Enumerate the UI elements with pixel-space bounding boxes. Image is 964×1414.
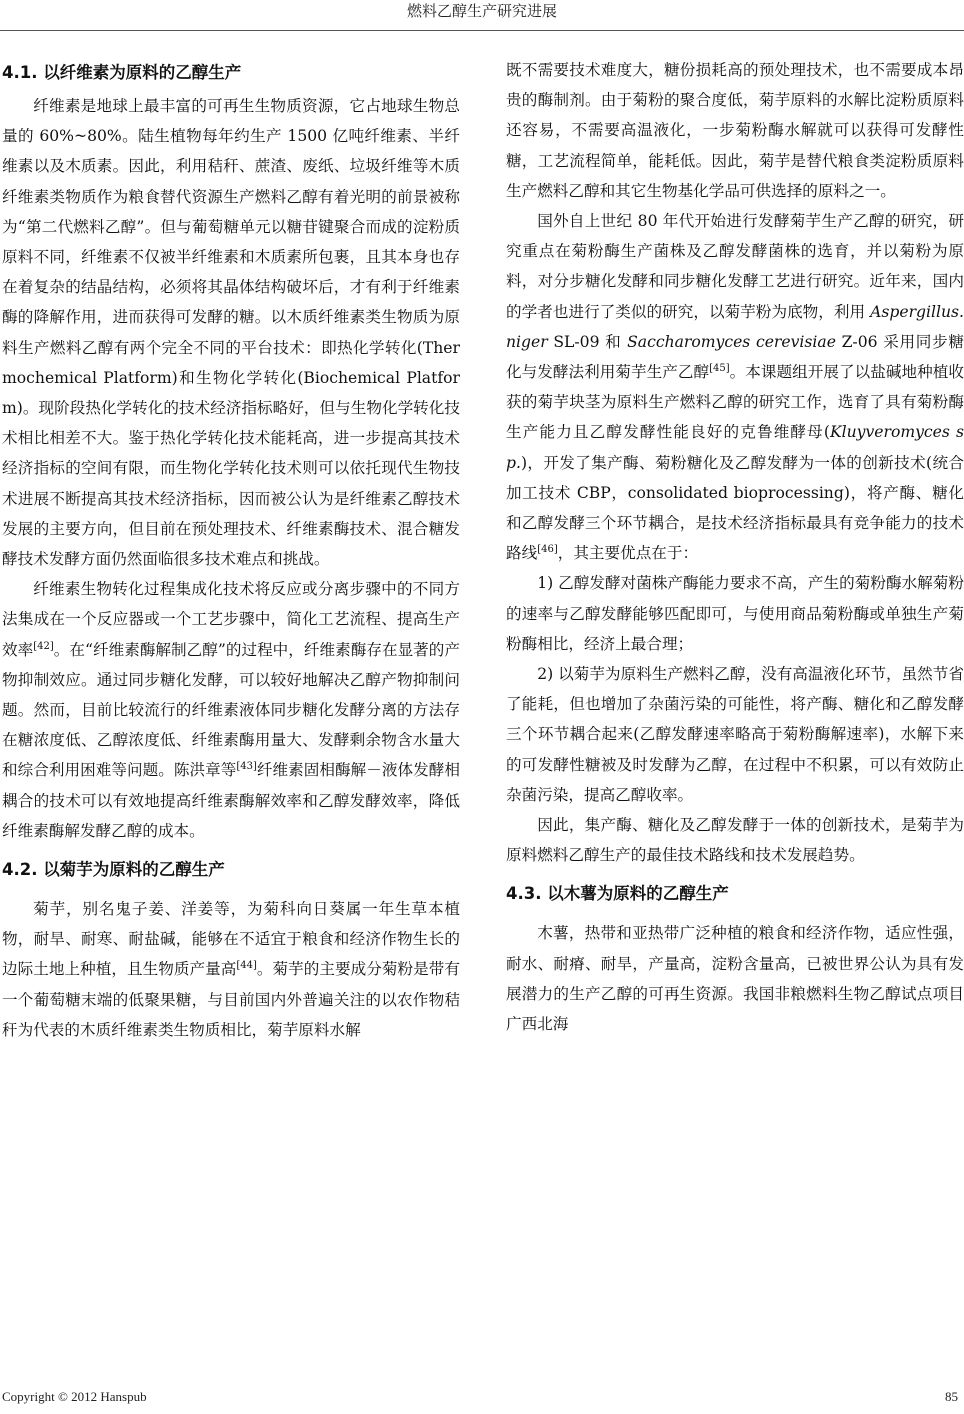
citation-44: [44] — [236, 960, 257, 972]
section-heading-4-2: 4.2. 以菊芋为原料的乙醇生产 — [2, 860, 225, 880]
text-segment: Z-06 采用同步糖化与发酵法利用菊芋生产乙醇 — [506, 332, 964, 382]
right-column — [506, 55, 964, 1039]
left-column — [2, 55, 460, 1045]
running-title: 燃料乙醇生产研究进展 — [406, 2, 557, 20]
list-item-advantage-2: 2) 以菊芋为原料生产燃料乙醇，没有高温液化环节，虽然节省了能耗，但也增加了杂菌污染的可能性，将产酶、糖化和乙醇发酵三个环节耦合起来(乙醇发酵速率略高于菊粉酶解速率)，水解下来的可发酵性糖被及时发酵为乙醇，在过程中不积累，可以有效防止杂菌污染，提高乙醇收率。 — [506, 665, 964, 804]
citation-45: [45] — [709, 362, 730, 374]
citation-43: [43] — [236, 761, 257, 773]
citation-42: [42] — [33, 640, 54, 652]
list-item-advantage-1: 1) 乙醇发酵对菌株产酶能力要求不高，产生的菊粉酶水解菊粉的速率与乙醇发酵能够匹配即可，与使用商品菊粉酶或单独生产菊粉酶相比，经济上最合理； — [506, 574, 964, 653]
copyright-notice: Copyright © 2012 Hanspub — [2, 1389, 147, 1404]
running-header — [0, 0, 964, 31]
text-segment: 。在“纤维素酶解制乙醇”的过程中，纤维素酶存在显著的产物抑制效应。通过同步糖化发酵，可以较好地解决乙醇产物抑制问题。然而，目前比较流行的纤维素液体同步糖化发酵分离的方法存在糖浓度低、乙醇浓度低、纤维素酶用量大、发酵剩余物含水量大和综合利用困难等问题。陈洪章等 — [2, 640, 460, 780]
citation-46: [46] — [537, 544, 558, 556]
text-segment: ，其主要优点在于： — [557, 544, 699, 563]
section-heading-4-1: 4.1. 以纤维素为原料的乙醇生产 — [2, 63, 242, 82]
page-footer — [2, 1388, 962, 1406]
text-segment: 。菊芋的主要成分菊粉是带有一个葡萄糖末端的低聚果糖，与目前国内外普遍关注的以农作物秸秆为代表的木质纤维素类生物质相比，菊芋原料水解 — [2, 960, 460, 1039]
text-segment: 菊芋，别名鬼子姜、洋姜等，为菊科向日葵属一年生草本植物，耐旱、耐寒、耐盐碱，能够在不适宜于粮食和经济作物生长的边际土地上种植，且生物质产量高 — [2, 900, 460, 979]
paragraph-continued: 既不需要技术难度大，糖份损耗高的预处理技术，也不需要成本昂贵的酶制剂。由于菊粉的聚合度低，菊芋原料的水解比淀粉质原料还容易，不需要高温液化，一步菊粉酶水解就可以获得可发酵性糖，工艺流程简单，能耗低。因此，菊芋是替代粮食类淀粉质原料生产燃料乙醇和其它生物基化学品可供选择的原料之一。 — [506, 61, 964, 200]
species-name: Aspergillus. niger — [506, 302, 964, 351]
species-name: Saccharomyces cerevisiae — [627, 332, 836, 351]
text-segment: 国外自上世纪 80 年代开始进行发酵菊芋生产乙醇的研究，研究重点在菊粉酶生产菌株及乙醇发酵菌株的选育，并以菊粉为原料，对分步糖化发酵和同步糖化发酵工艺进行研究。近年来，国内的学者也进行了类似的研究，以菊芋粉为底物，利用 — [506, 212, 964, 321]
section-heading-4-3: 4.3. 以木薯为原料的乙醇生产 — [506, 884, 729, 904]
species-name: Kluyveromyces sp. — [506, 423, 964, 472]
paragraph-research-history — [506, 206, 964, 568]
text-segment: 。本课题组开展了以盐碱地种植收获的菊芋块茎为原料生产燃料乙醇的研究工作，选育了具有菊粉酶生产能力且乙醇发酵性能良好的克鲁维酵母( — [506, 363, 964, 442]
paragraph-cellulose-integration — [2, 574, 460, 846]
page-number: 85 — [945, 1389, 958, 1404]
paragraph-jerusalem-artichoke-intro — [2, 894, 460, 1045]
paragraph-cassava-intro: 木薯，热带和亚热带广泛种植的粮食和经济作物，适应性强，耐水、耐瘠、耐旱，产量高，淀粉含量高，已被世界公认为具有发展潜力的生产乙醇的可再生资源。我国非粮燃料生物乙醇试点项目广西北海 — [506, 924, 964, 1034]
text-segment: )，开发了集产酶、菊粉糖化及乙醇发酵为一体的创新技术(统合加工技术 CBP，consolidated bioprocessing)，将产酶、糖化和乙醇发酵三个环节耦合，是技术经济指标最具有竞争能力的技术路线 — [506, 453, 964, 563]
text-segment: 纤维素固相酶解－液体发酵相耦合的技术可以有效地提高纤维素酶解效率和乙醇发酵效率，降低纤维素酶解发酵乙醇的成本。 — [2, 761, 460, 840]
paragraph-conclusion: 因此，集产酶、糖化及乙醇发酵于一体的创新技术，是菊芋为原料燃料乙醇生产的最佳技术路线和技术发展趋势。 — [506, 816, 964, 865]
paragraph-cellulose-intro: 纤维素是地球上最丰富的可再生生物质资源，它占地球生物总量的 60%~80%。陆生植物每年约生产 1500 亿吨纤维素、半纤维素以及木质素。因此，利用秸秆、蔗渣、废纸、垃圾纤维等木质纤维素类物质作为粮食替代资源生产燃料乙醇有着光明的前景被称为“第二代燃料乙醇”。但与葡萄糖单元以糖苷键聚合而成的淀粉质原料不同，纤维素不仅被半纤维素和木质素所包裹，且其本身也存在着复杂的结晶结构，必须将其晶体结构破坏后，才有利于纤维素酶的降解作用，进而获得可发酵的糖。以木质纤维素类生物质为原料生产燃料乙醇有两个完全不同的平台技术：即热化学转化(Thermochemical Platform)和生物化学转化(Biochemical Platform)。现阶段热化学转化的技术经济指标略好，但与生物化学转化技术相比相差不大。鉴于热化学转化技术能耗高，进一步提高其技术经济指标的空间有限，而生物化学转化技术则可以依托现代生物技术进展不断提高其技术经济指标，因而被公认为是纤维素乙醇技术发展的主要方向，但目前在预处理技术、纤维素酶技术、混合糖发酵技术发酵方面仍然面临很多技术难点和挑战。 — [2, 97, 460, 569]
text-segment: SL-09 和 — [547, 332, 628, 351]
text-segment: 纤维素生物转化过程集成化技术将反应或分离步骤中的不同方法集成在一个反应器或一个工艺步骤中，简化工艺流程、提高生产效率 — [2, 580, 460, 659]
